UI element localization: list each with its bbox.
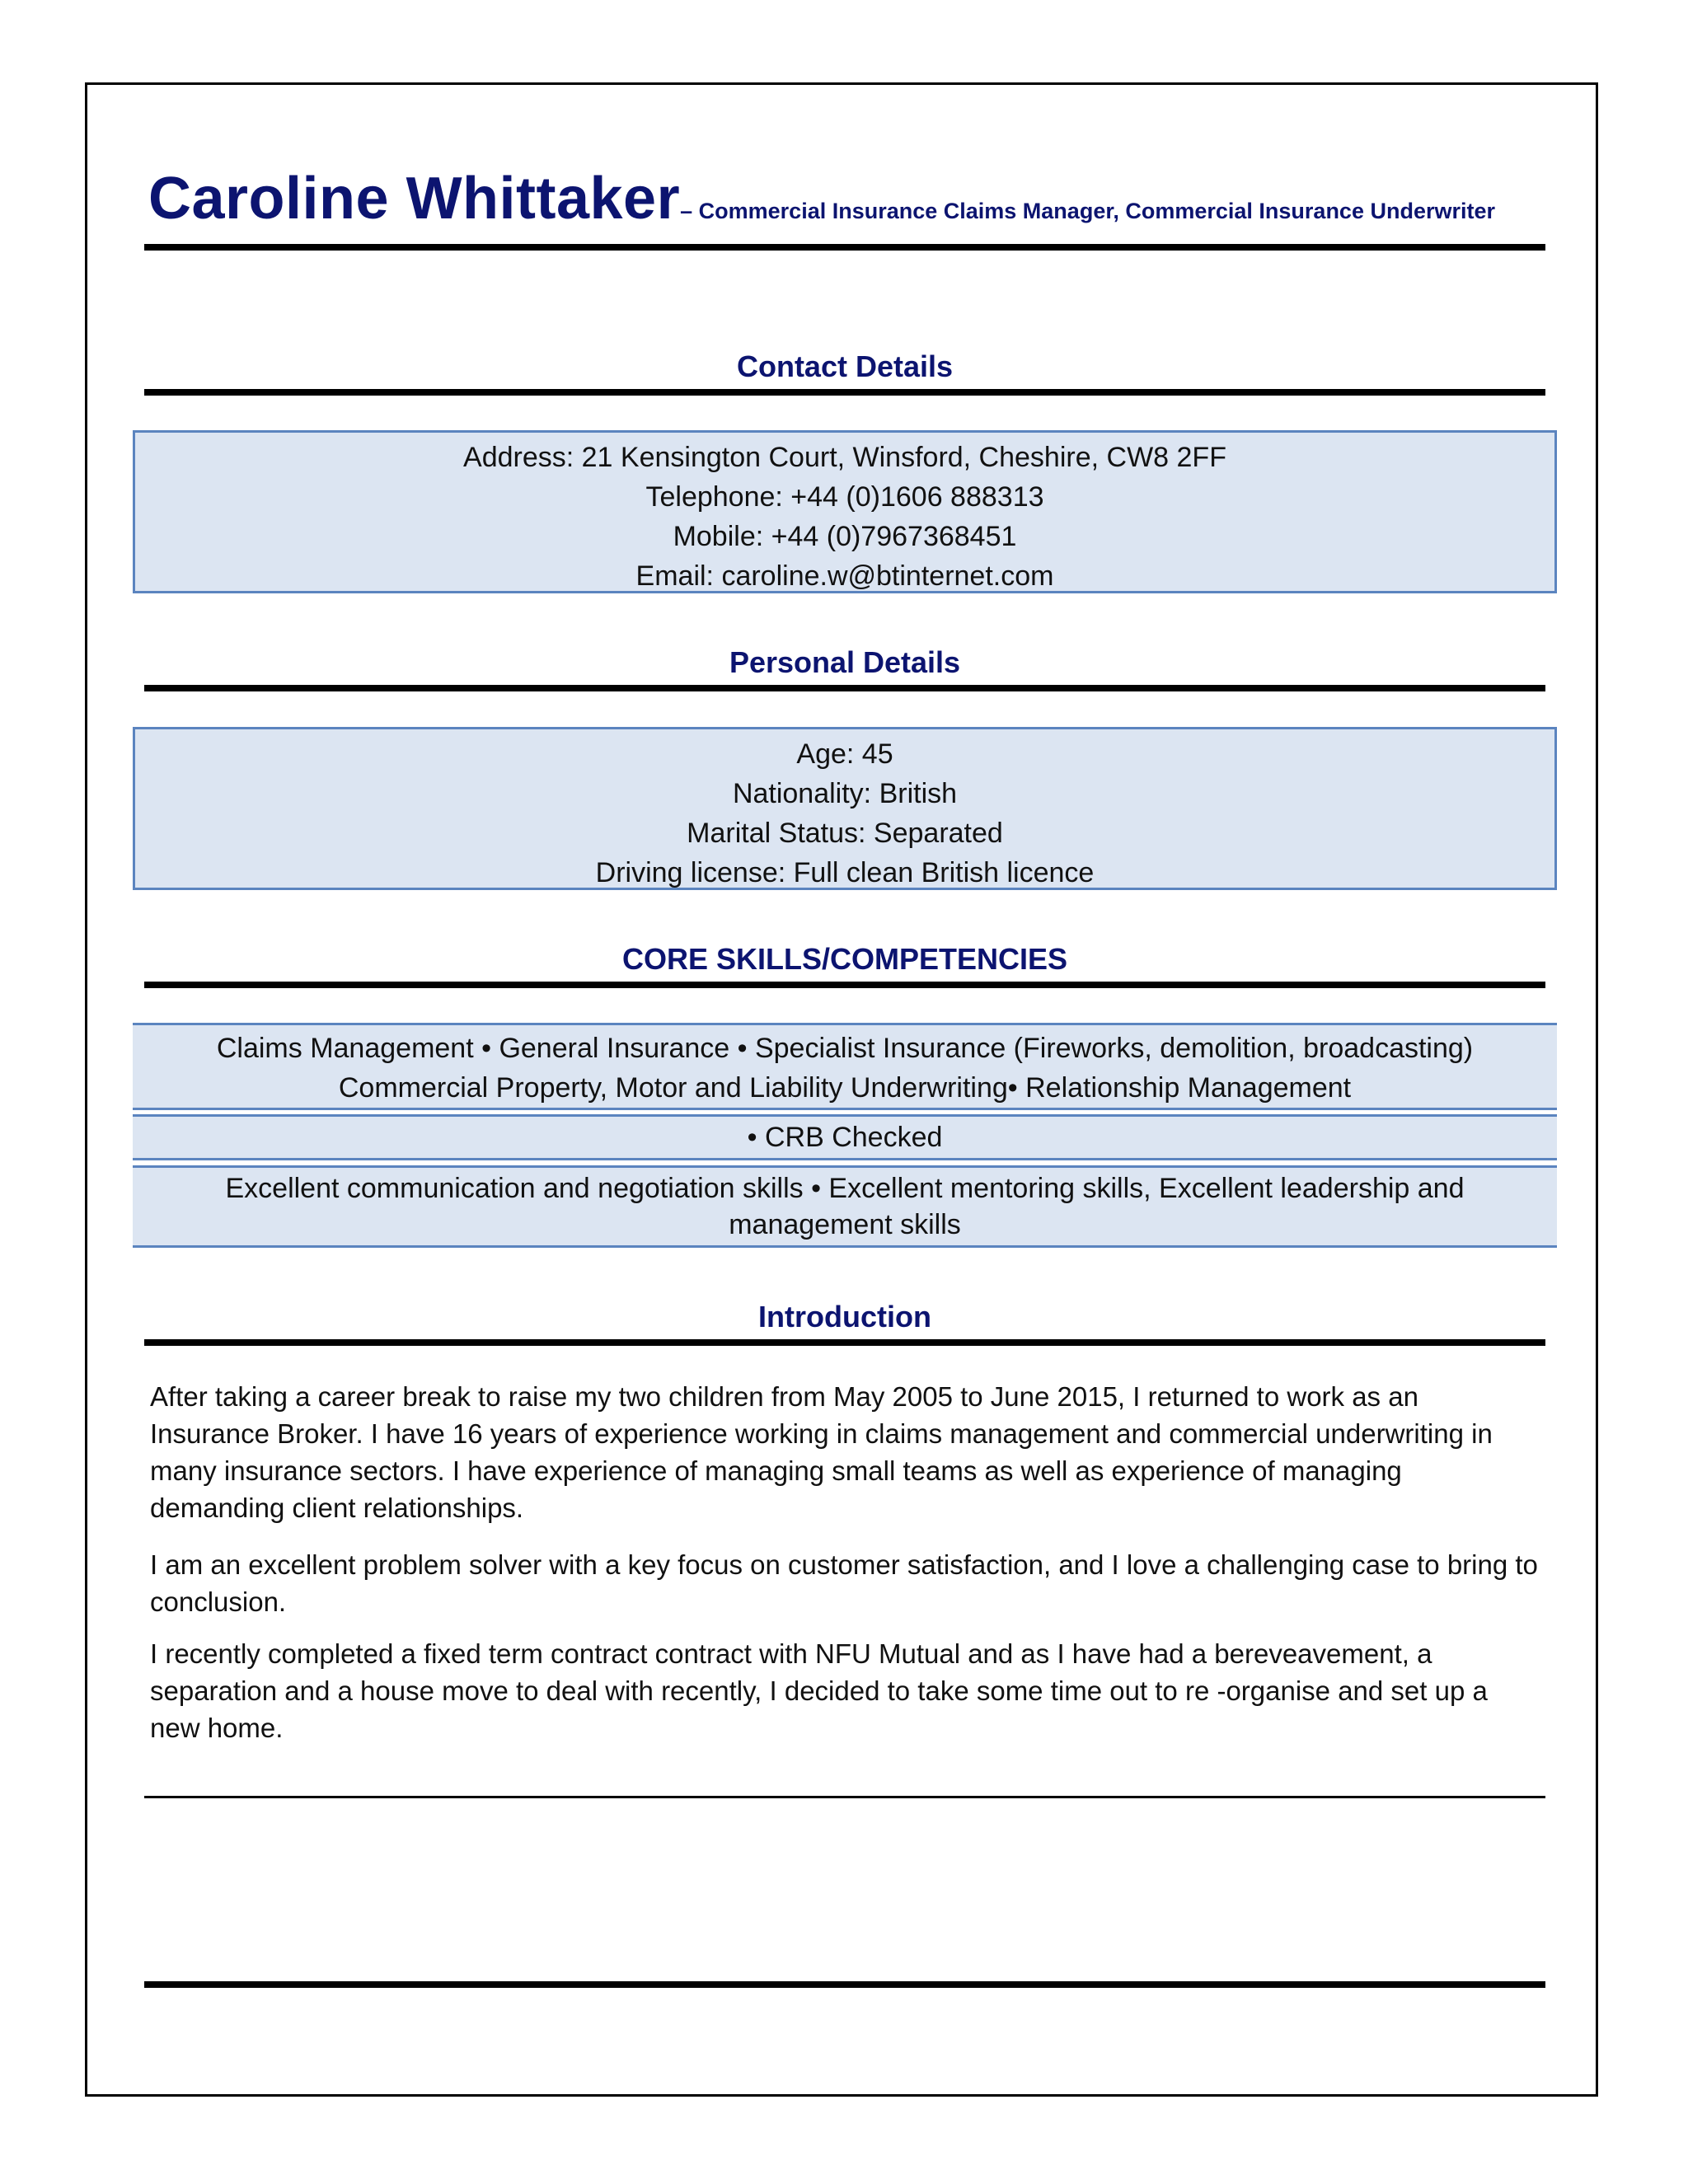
introduction-paragraph-1 [150, 1378, 1543, 1526]
personal-box [133, 727, 1557, 890]
contact-email: Email: caroline.w@btinternet.com [635, 560, 1054, 592]
header-divider [144, 244, 1545, 251]
skills-row-1-line-2: Commercial Property, Motor and Liability Underwriting• Relationship Management [338, 1072, 1352, 1104]
resume-header [148, 165, 1495, 232]
candidate-job-titles: – Commercial Insurance Claims Manager, Commercial Insurance Underwriter [680, 199, 1495, 223]
skills-row-1 [133, 1023, 1557, 1110]
skills-row-3 [133, 1165, 1557, 1248]
contact-divider [144, 389, 1545, 396]
personal-driving-license: Driving license: Full clean British licence [595, 857, 1095, 888]
skills-row-3-line-2: management skills [729, 1209, 961, 1240]
personal-divider [144, 685, 1545, 691]
introduction-text-3: I recently completed a fixed term contract contract with NFU Mutual and as I have had a bereveavement, a separation and a house move to deal with recently, I decided to take some time out to re -organise and set up a new home. [150, 1638, 1488, 1743]
contact-telephone: Telephone: +44 (0)1606 888313 [645, 481, 1044, 513]
introduction-divider [144, 1339, 1545, 1346]
skills-row-2 [133, 1114, 1557, 1160]
introduction-section-title: Introduction [758, 1300, 931, 1333]
footer-divider-thick [144, 1981, 1545, 1988]
contact-box [133, 430, 1557, 593]
skills-row-1-line-1: Claims Management • General Insurance • Specialist Insurance (Fireworks, demolition, broadcasting) [216, 1033, 1474, 1064]
personal-nationality: Nationality: British [732, 778, 958, 809]
personal-section-title: Personal Details [729, 645, 961, 679]
skills-row-2-text: • CRB Checked [747, 1122, 943, 1153]
introduction-text-2: I am an excellent problem solver with a key focus on customer satisfaction, and I love a challenging case to bring to conclusion. [150, 1549, 1538, 1617]
contact-mobile: Mobile: +44 (0)7967368451 [673, 521, 1017, 552]
introduction-paragraph-3 [150, 1635, 1543, 1746]
contact-address: Address: 21 Kensington Court, Winsford, Cheshire, CW8 2FF [463, 442, 1226, 473]
candidate-name: Caroline Whittaker [148, 166, 681, 232]
contact-section-title: Contact Details [736, 349, 954, 383]
introduction-text-1: After taking a career break to raise my two children from May 2005 to June 2015, I returned to work as an Insurance Broker. I have 16 years of experience working in claims management and commercial underwriting in many insurance sectors. I have experience of managing small teams as well as experience of managing demanding client relationships. [150, 1381, 1493, 1523]
personal-marital-status: Marital Status: Separated [687, 818, 1003, 849]
footer-divider-thin [144, 1796, 1545, 1798]
skills-row-3-line-1: Excellent communication and negotiation skills • Excellent mentoring skills, Excellent leadership and [225, 1173, 1465, 1204]
personal-age: Age: 45 [796, 738, 893, 770]
introduction-paragraph-2 [150, 1546, 1543, 1620]
skills-divider [144, 982, 1545, 988]
skills-section-title: CORE SKILLS/COMPETENCIES [621, 942, 1068, 976]
